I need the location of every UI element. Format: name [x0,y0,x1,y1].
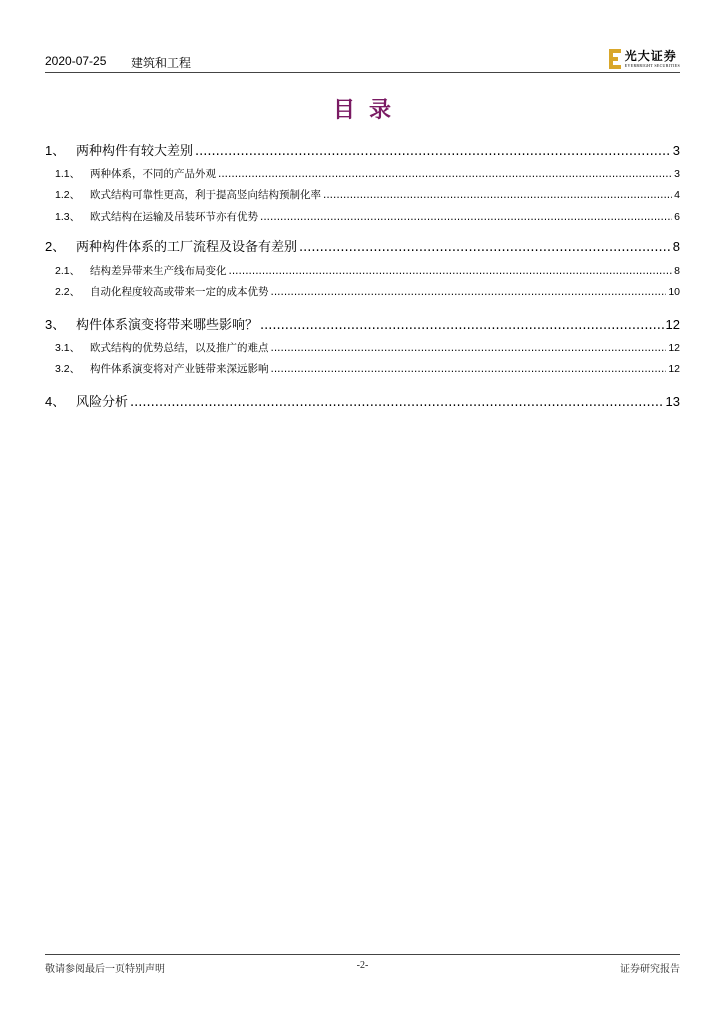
toc-entry-label: 结构差异带来生产线布局变化 [90,265,227,277]
toc-entry-number: 1.3、 [55,211,81,223]
toc-entry-label: 欧式结构的优势总结，以及推广的难点 [90,342,269,354]
toc-entry-page: 12 [665,317,680,332]
toc-entry[interactable] [45,236,680,255]
toc-entry-page: 4 [674,189,680,201]
toc-entry-number: 2.1、 [55,265,81,277]
report-sector: 建筑和工程 [131,56,192,70]
toc-entry-label: 自动化程度较高或带来一定的成本优势 [90,286,269,298]
toc-title: 目录 [332,97,405,123]
logo-chinese-name: 光大证券 [624,49,677,63]
toc-entry[interactable] [45,340,680,355]
toc-entry-label: 欧式结构在运输及吊装环节亦有优势 [90,211,258,223]
toc-entry-page: 6 [674,211,680,223]
report-date: 2020-07-25 [45,54,107,68]
page-header [45,48,680,72]
toc-entry-number: 1.2、 [55,189,81,201]
toc-entry[interactable] [45,314,680,333]
toc-entry-number: 3、 [45,317,66,332]
toc-entry-page: 13 [665,394,680,409]
toc-entry[interactable] [45,391,680,410]
toc-entry-page: 8 [672,239,680,254]
toc-entry-label: 欧式结构可靠性更高，利于提高竖向结构预制化率 [90,189,321,201]
toc-leader-dots [260,211,672,223]
toc-entry[interactable] [45,263,680,278]
toc-leader-dots [271,342,667,354]
toc-entry[interactable] [45,187,680,202]
toc-entry-label: 两种构件有较大差别 [76,144,194,159]
toc-entry[interactable] [45,361,680,376]
toc-entry-page: 12 [668,342,680,354]
toc-entry-label: 两种体系，不同的产品外观 [90,168,216,180]
everbright-logo-icon [609,49,621,69]
footer-disclaimer: 敬请参阅最后一页特别声明 [45,964,165,975]
footer-report-type: 证券研究报告 [620,964,680,975]
toc-entry-label: 两种构件体系的工厂流程及设备有差别 [76,240,298,255]
toc-leader-dots [271,286,667,298]
toc-entry[interactable] [45,209,680,224]
toc-leader-dots [130,395,664,410]
toc-leader-dots [218,168,672,180]
toc-entry-number: 2、 [45,239,66,254]
toc-leader-dots [299,240,671,255]
page-number: -2- [356,960,369,971]
logo-english-name: EVERBRIGHT SECURITIES [624,63,680,68]
toc-entry-number: 4、 [45,394,66,409]
toc-entry-page: 12 [668,363,680,375]
company-logo [609,48,680,70]
toc-entry-page: 10 [668,286,680,298]
toc-entry-number: 1.1、 [55,168,81,180]
toc-entry-page: 3 [674,168,680,180]
toc-leader-dots [195,144,671,159]
header-divider [45,72,680,73]
toc-entry-number: 2.2、 [55,286,81,298]
toc-entry-label: 构件体系演变将对产业链带来深远影响 [90,363,269,375]
toc-entry-number: 3.2、 [55,363,81,375]
toc-entry-number: 1、 [45,143,66,158]
toc-entry[interactable] [45,166,680,181]
toc-entry[interactable] [45,284,680,299]
toc-entry-label: 构件体系演变将带来哪些影响？ [76,318,259,333]
toc-entry-page: 8 [674,265,680,277]
toc-leader-dots [323,189,672,201]
footer-divider [45,954,680,955]
toc-entry-page: 3 [672,143,680,158]
toc-entry-label: 风险分析 [76,395,129,410]
toc-entry-number: 3.1、 [55,342,81,354]
toc-entry[interactable] [45,140,680,159]
toc-leader-dots [229,265,673,277]
toc-leader-dots [260,318,664,333]
toc-leader-dots [271,363,667,375]
